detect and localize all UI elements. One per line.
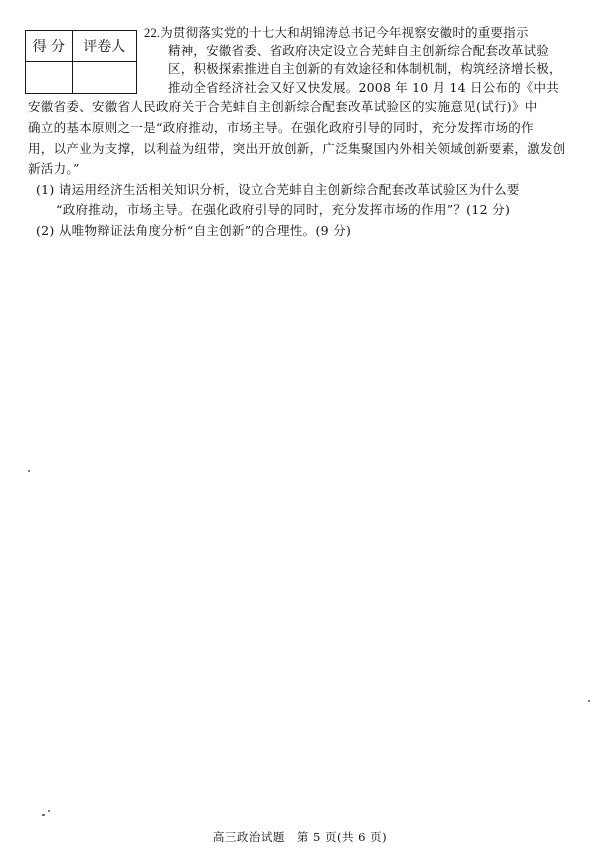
question-line-5: 安徽省委、安徽省人民政府关于合芜蚌自主创新综合配套改革试验区的实施意见(试行)》中 — [28, 99, 538, 114]
grader-cell[interactable] — [72, 62, 136, 94]
question-line-3: 区，积极探索推进自主创新的有效途径和体制机制，构筑经济增长极， — [168, 61, 562, 76]
question-line-6: 确立的基本原则之一是“政府推动，市场主导。在强化政府引导的同时，充分发挥市场的作 — [28, 120, 534, 135]
scan-speck — [42, 814, 45, 816]
question-line-4: 推动全省经济社会又好又快发展。2008 年 10 月 14 日公布的《中共 — [168, 80, 559, 95]
sub-question-1-line-1: (1) 请运用经济生活相关知识分析，设立合芜蚌自主创新综合配套改革试验区为什么要 — [36, 182, 520, 197]
score-box — [25, 30, 137, 94]
scan-speck — [48, 810, 50, 812]
score-cell[interactable] — [26, 62, 73, 94]
page-footer: 高三政治试题 第 5 页(共 6 页) — [212, 830, 388, 844]
question-line-1: 为贯彻落实党的十七大和胡锦涛总书记今年视察安徽时的重要指示 — [160, 25, 529, 40]
sub-question-1 — [36, 180, 580, 220]
question-line-2: 精神，安徽省委、省政府决定设立合芜蚌自主创新综合配套改革试验 — [168, 43, 550, 58]
question-line-8: 新活力。” — [28, 161, 80, 176]
sub-question-2: (2) 从唯物辩证法角度分析“自主创新”的合理性。(9 分) — [36, 223, 352, 238]
score-label: 得 分 — [26, 31, 73, 62]
scan-speck — [28, 470, 30, 472]
question-line-7: 用，以产业为支撑，以利益为纽带，突出开放创新，广泛集聚国内外相关领域创新要素，激发创 — [28, 141, 566, 156]
scan-speck — [588, 700, 590, 702]
question-first-line — [144, 24, 580, 43]
question-number: 22. — [144, 26, 161, 40]
grader-label: 评卷人 — [72, 31, 136, 62]
sub-question-1-line-2: “政府推动，市场主导。在强化政府引导的同时，充分发挥市场的作用”？(12 分) — [56, 202, 511, 217]
